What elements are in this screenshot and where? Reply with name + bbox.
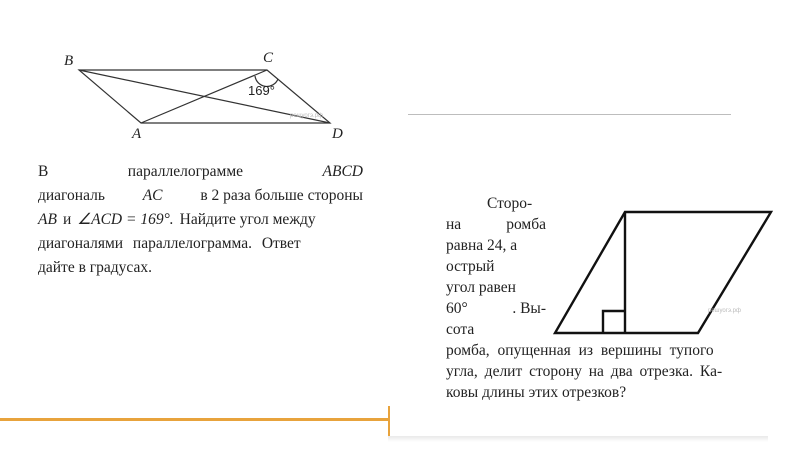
- accent-line: [0, 418, 390, 421]
- problem-2-line: [446, 256, 546, 277]
- problem-1-line: [38, 208, 363, 232]
- problem-2-line: ковы длины этих отрезков?: [446, 384, 627, 401]
- angle-label: 169°: [248, 83, 275, 98]
- problem-2-line: [446, 319, 546, 340]
- problem-1-text: [38, 160, 363, 280]
- text-word: и: [62, 211, 72, 228]
- problem-2-line: [446, 193, 546, 214]
- math-ab: AB: [38, 211, 57, 228]
- text-word: в 2 раза больше стороны: [200, 187, 363, 204]
- parallelogram-figure: [55, 45, 375, 145]
- text-word: на: [446, 216, 462, 233]
- text-word: Найдите угол между: [179, 211, 316, 228]
- text-word: сота: [446, 321, 475, 338]
- text-word: угол равен: [446, 279, 516, 296]
- card-shadow: [388, 436, 768, 442]
- math-abcd: ABCD: [322, 163, 363, 180]
- text-word: равна 24, а: [446, 237, 518, 254]
- problem-2-line: ромба, опущенная из вершины тупого: [446, 342, 714, 359]
- problem-2-line: [446, 277, 546, 298]
- problem-2-line: [446, 235, 546, 256]
- text-word: параллелограмме: [127, 163, 244, 180]
- label-d: D: [332, 126, 343, 142]
- problem-1-line: диагоналями параллелограмма. Ответ: [38, 235, 301, 252]
- label-a: A: [132, 126, 142, 142]
- text-word: В: [38, 163, 49, 180]
- problem-2-line: [446, 298, 546, 319]
- problem-2-wide-column: [446, 340, 771, 403]
- text-word: диагональ: [38, 187, 105, 204]
- math-angle-acd: ∠ACD = 169°.: [77, 211, 174, 228]
- watermark-2: решуогэ.рф: [708, 308, 741, 314]
- label-b: B: [64, 53, 74, 69]
- text-word: Сторо-: [487, 195, 533, 212]
- label-c: C: [263, 50, 274, 66]
- math-ac: AC: [142, 187, 163, 204]
- accent-tick: [388, 406, 390, 436]
- problem-2-narrow-column: [446, 193, 546, 340]
- text-word: 60°: [446, 300, 468, 317]
- problem-2-line: [446, 214, 546, 235]
- problem-1-line: [38, 184, 363, 208]
- watermark-1: решуогэ.рф: [290, 113, 323, 119]
- divider-line: [408, 114, 731, 115]
- problem-1-line: дайте в градусах.: [38, 259, 152, 276]
- problem-1-line: [38, 160, 363, 184]
- problem-2-line: угла, делит сторону на два отрезка. Ка-: [446, 363, 723, 380]
- problem-2-text: [446, 193, 771, 403]
- text-word: острый: [446, 258, 495, 275]
- text-word: ромба: [506, 216, 546, 233]
- text-word: . Вы-: [512, 300, 546, 317]
